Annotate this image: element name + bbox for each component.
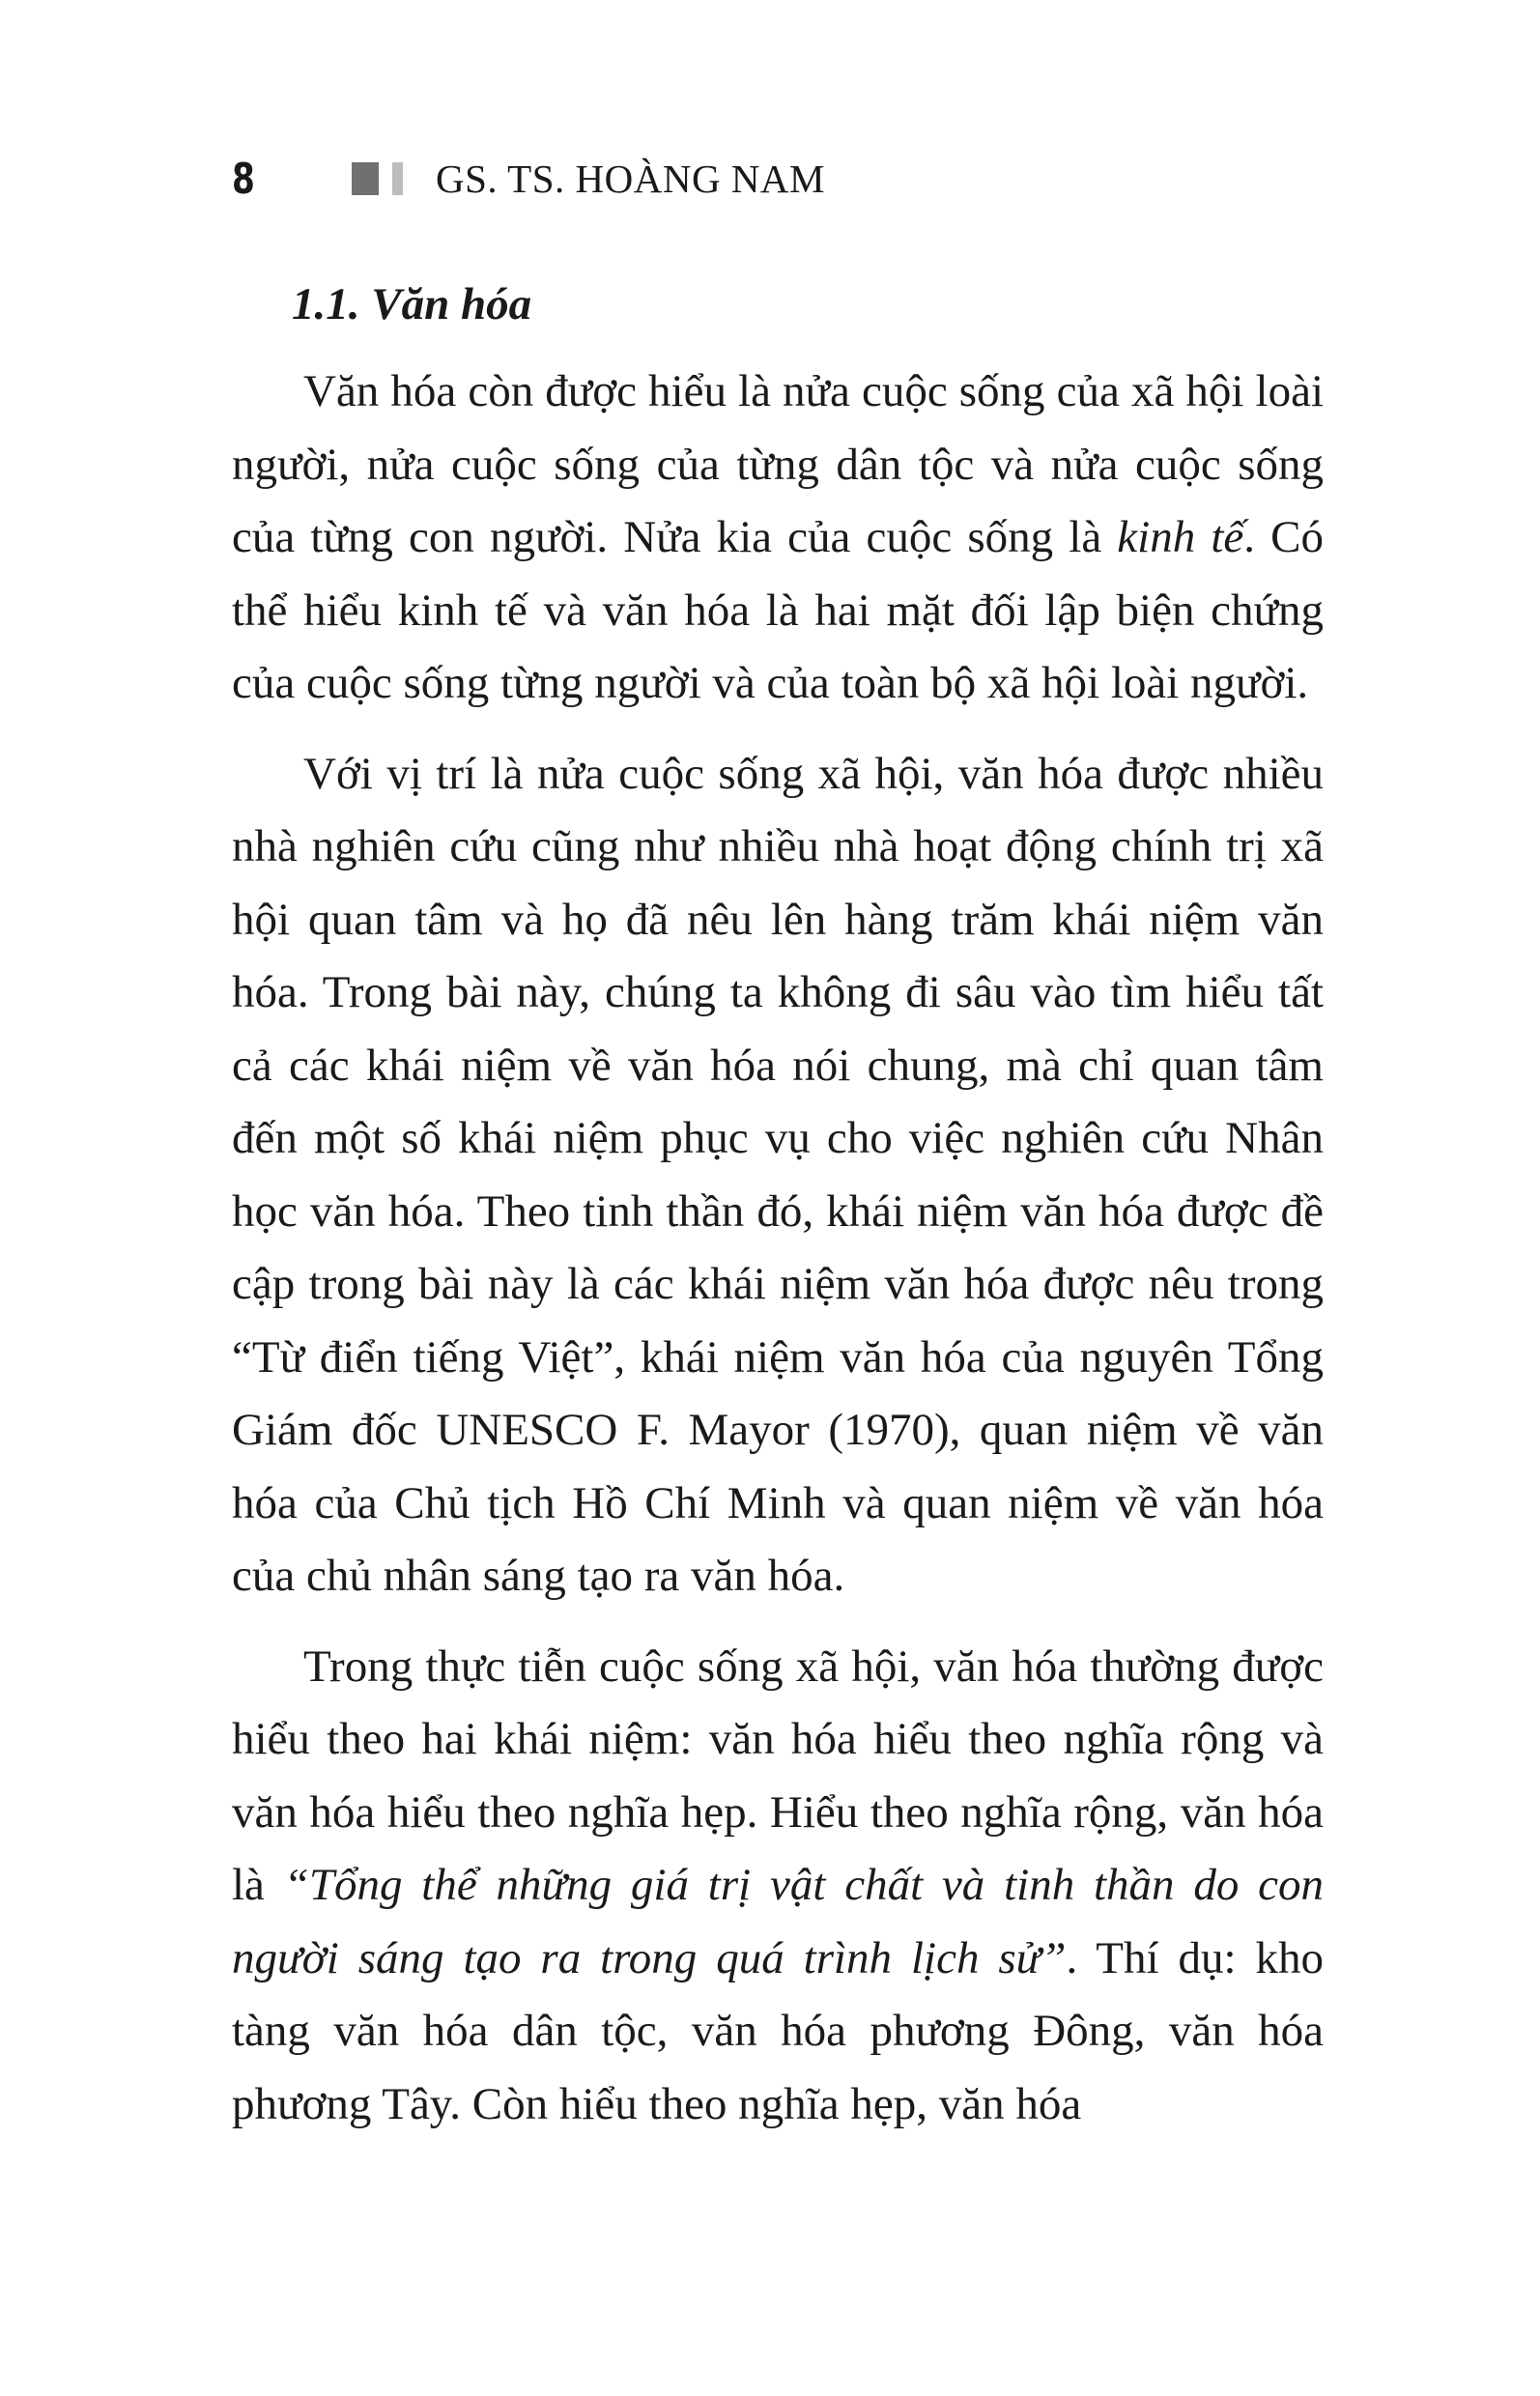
page-body [232, 271, 1324, 2158]
paragraph-1-text-a: Văn hóa còn được hiểu là nửa cuộc sống của xã hội loài người, nửa cuộc sống của từng dân tộc và nửa cuộc sống của từng con người. Nửa kia của cuộc sống là [232, 366, 1324, 562]
section-title: 1.1. Văn hóa [292, 279, 532, 329]
paragraph-1-emphasis: kinh tế [1117, 512, 1244, 562]
running-header [232, 150, 825, 208]
paragraph-3-text-b: . Thí dụ: kho tàng văn hóa dân tộc, văn hóa phương Đông, văn hóa phương Tây. Còn hiểu theo nghĩa hẹp, văn hóa [232, 1932, 1325, 2129]
paragraph-1-text-b: . Có thể hiểu kinh tế và văn hóa là hai mặt đối lập biện chứng của cuộc sống từng người và của toàn bộ xã hội loài người. [232, 512, 1324, 708]
header-marker-bar-light [392, 162, 403, 195]
running-header-author: GS. TS. HOÀNG NAM [436, 157, 825, 201]
paragraph-1 [232, 356, 1324, 721]
header-marker [352, 162, 403, 195]
paragraph-3-quote: “Tổng thể những giá trị vật chất và tinh thần do con người sáng tạo ra trong quá trình lịch sử” [232, 1860, 1325, 1983]
paragraph-3 [232, 1631, 1324, 2142]
paragraph-3-text-a: Trong thực tiễn cuộc sống xã hội, văn hóa thường được hiểu theo hai khái niệm: văn hóa hiểu theo nghĩa rộng và văn hóa hiểu theo nghĩa hẹp. Hiểu theo nghĩa rộng, văn hóa là [232, 1640, 1324, 1910]
page-number: 8 [232, 154, 255, 204]
header-marker-bar-dark [352, 162, 379, 195]
paragraph-2: Với vị trí là nửa cuộc sống xã hội, văn hóa được nhiều nhà nghiên cứu cũng như nhiều nhà hoạt động chính trị xã hội quan tâm và họ đã nêu lên hàng trăm khái niệm văn hóa. Trong bài này, chúng ta không đi sâu vào tìm hiểu tất cả các khái niệm về văn hóa nói chung, mà chỉ quan tâm đến một số khái niệm phục vụ cho việc nghiên cứu Nhân học văn hóa. Theo tinh thần đó, khái niệm văn hóa được đề cập trong bài này là các khái niệm văn hóa được nêu trong “Từ điển tiếng Việt”, khái niệm văn hóa của nguyên Tổng Giám đốc UNESCO F. Mayor (1970), quan niệm về văn hóa của Chủ tịch Hồ Chí Minh và quan niệm về văn hóa của chủ nhân sáng tạo ra văn hóa. [232, 748, 1324, 1601]
